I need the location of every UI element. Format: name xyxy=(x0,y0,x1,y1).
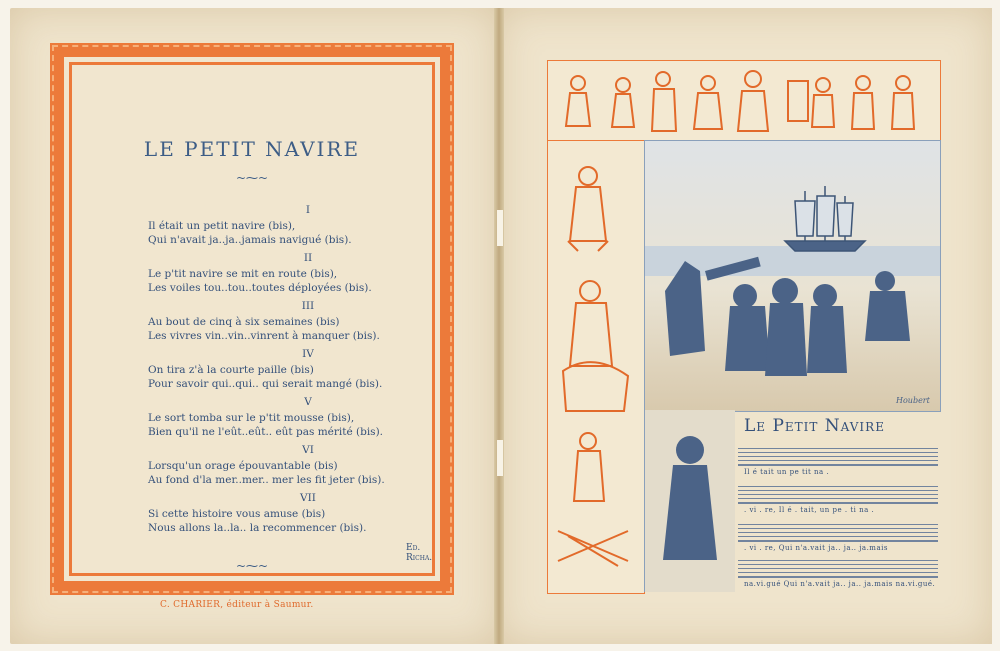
sheet-music xyxy=(734,410,939,592)
author-credit: Ed. Richa. xyxy=(406,543,433,563)
verse-line: Au fond d'la mer..mer.. mer les fit jeter (bis). xyxy=(148,474,385,486)
figures-illustration xyxy=(548,61,940,141)
stanza xyxy=(148,443,468,487)
verse-line: Nous allons la..la.. la recommencer (bis). xyxy=(148,522,367,534)
lyric-line: na.vi.gué Qui n'a.vait ja.. ja.. ja.mais na.vi.gué. xyxy=(744,580,936,588)
binding-tear xyxy=(497,210,503,246)
music-staff xyxy=(738,448,938,466)
verse-line: Les voiles tou..tou..toutes déployées (bis). xyxy=(148,282,372,294)
verse-line: Si cette histoire vous amuse (bis) xyxy=(148,508,326,520)
verse-line: On tira z'à la courte paille (bis) xyxy=(148,364,314,376)
verse-line: Les vivres vin..vin..vinrent à manquer (bis). xyxy=(148,330,380,342)
stanza-number: VII xyxy=(300,492,316,504)
side-figures-illustration xyxy=(548,141,644,593)
poem-verses xyxy=(148,199,468,535)
verse-line: Le p'tit navire se mit en route (bis), xyxy=(148,268,338,280)
stanza xyxy=(148,251,468,295)
lyric-line: . vi . re, Il é . tait, un pe . ti na . xyxy=(744,506,875,514)
stanza-number: I xyxy=(305,204,311,216)
orange-figures-banner xyxy=(547,60,941,142)
ornamental-frame xyxy=(50,43,454,595)
stanza xyxy=(148,347,468,391)
verse-line: Qui n'avait ja..ja..jamais navigué (bis). xyxy=(148,234,352,246)
stanza-number: II xyxy=(303,252,313,264)
verse-line: Bien qu'il ne l'eût..eût.. eût pas mérité (bis). xyxy=(148,426,384,438)
girl-figure xyxy=(645,410,735,592)
publisher-imprint: C. CHARIER, éditeur à Saumur. xyxy=(160,600,314,610)
stanza-number: III xyxy=(301,300,315,312)
verse-line: Le sort tomba sur le p'tit mousse (bis), xyxy=(148,412,355,424)
lyric-line: Il é tait un pe tit na . xyxy=(744,468,830,476)
poem-title: LE PETIT NAVIRE xyxy=(143,137,361,161)
girl-illustration xyxy=(644,410,735,592)
music-staff xyxy=(738,524,938,542)
stanza-number: IV xyxy=(302,348,314,360)
book-gutter xyxy=(494,8,504,644)
binding-tear xyxy=(497,440,503,476)
stanza xyxy=(148,395,468,439)
stanza-number: VI xyxy=(302,444,314,456)
music-staff xyxy=(738,560,938,578)
verse-line: Au bout de cinq à six semaines (bis) xyxy=(148,316,340,328)
verse-line: Il était un petit navire (bis), xyxy=(148,220,296,232)
verse-line: Lorsqu'un orage épouvantable (bis) xyxy=(148,460,338,472)
stanza xyxy=(148,203,468,247)
stanza xyxy=(148,299,468,343)
stanza xyxy=(148,491,468,535)
ornament-divider: ~⁓~ xyxy=(235,171,269,185)
stanza-number: V xyxy=(304,396,312,408)
song-title: Le Petit Navire xyxy=(744,416,885,436)
children-telescope-illustration xyxy=(644,140,941,412)
ship-scene-illustration xyxy=(645,141,940,411)
lyric-line: . vi . re, Qui n'a.vait ja.. ja.. ja.mais xyxy=(744,544,888,552)
orange-side-illustrations xyxy=(547,140,645,594)
illustrator-signature: Houbert xyxy=(896,396,930,405)
music-staff xyxy=(738,486,938,504)
verse-line: Pour savoir qui..qui.. qui serait mangé (bis). xyxy=(148,378,383,390)
ornament-divider: ~⁓~ xyxy=(235,559,269,573)
